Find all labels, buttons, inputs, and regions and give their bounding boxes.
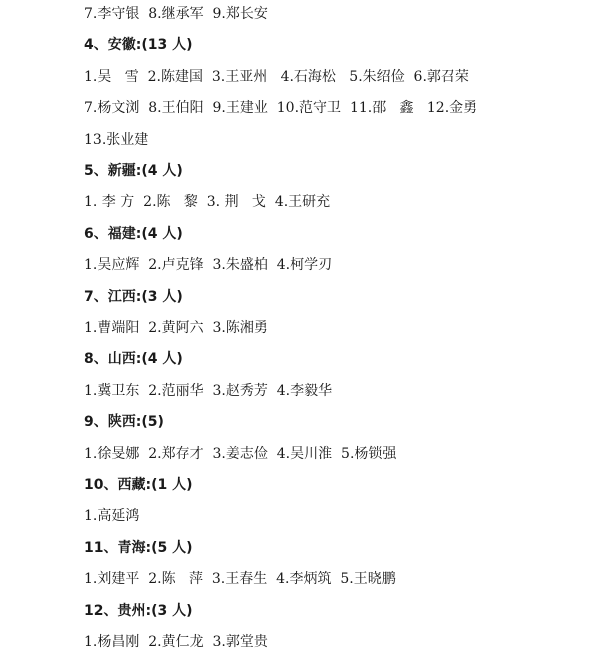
section-heading: 6、福建:(4 人) <box>84 225 183 242</box>
section-heading: 5、新疆:(4 人) <box>84 163 183 179</box>
section-heading: 11、青海:(5 人) <box>84 539 193 556</box>
text-line: 1.吴 雪 2.陈建国 3.王亚州 4.石海松 5.朱绍俭 6.郭召荣 <box>84 68 469 85</box>
text-line: 1.刘建平 2.陈 萍 3.王春生 4.李炳筑 5.王晓鹏 <box>84 571 396 588</box>
section-heading: 8、山西:(4 人) <box>84 351 183 368</box>
text-line: 1.杨昌刚 2.黄仁龙 3.郭堂贵 <box>84 634 268 650</box>
section-heading: 10、西藏:(1 人) <box>84 477 193 493</box>
section-heading: 9、陕西:(5) <box>84 414 164 431</box>
text-line: 1.冀卫东 2.范丽华 3.赵秀芳 4.李毅华 <box>84 382 333 399</box>
text-line: 13.张业建 <box>84 131 149 148</box>
text-line: 1. 李 方 2.陈 黎 3. 荆 戈 4.王研充 <box>84 194 331 211</box>
text-line: 1.吴应辉 2.卢克锋 3.朱盛柏 4.柯学刃 <box>84 257 333 274</box>
section-heading: 12、贵州:(3 人) <box>84 602 193 619</box>
text-line: 7.李守银 8.继承军 9.郑长安 <box>84 6 268 22</box>
section-heading: 7、江西:(3 人) <box>84 288 183 305</box>
text-line: 1.曹端阳 2.黄阿六 3.陈湘勇 <box>84 320 268 336</box>
section-heading: 4、安徽:(13 人) <box>84 37 193 54</box>
text-line: 1.徐旻娜 2.郑存才 3.姜志俭 4.吴川淮 5.杨锁强 <box>84 445 397 462</box>
text-line: 7.杨文浏 8.王伯阳 9.王建业 10.范守卫 11.邵 鑫 12.金勇 <box>84 100 478 117</box>
text-line: 1.高延鸿 <box>84 508 140 525</box>
